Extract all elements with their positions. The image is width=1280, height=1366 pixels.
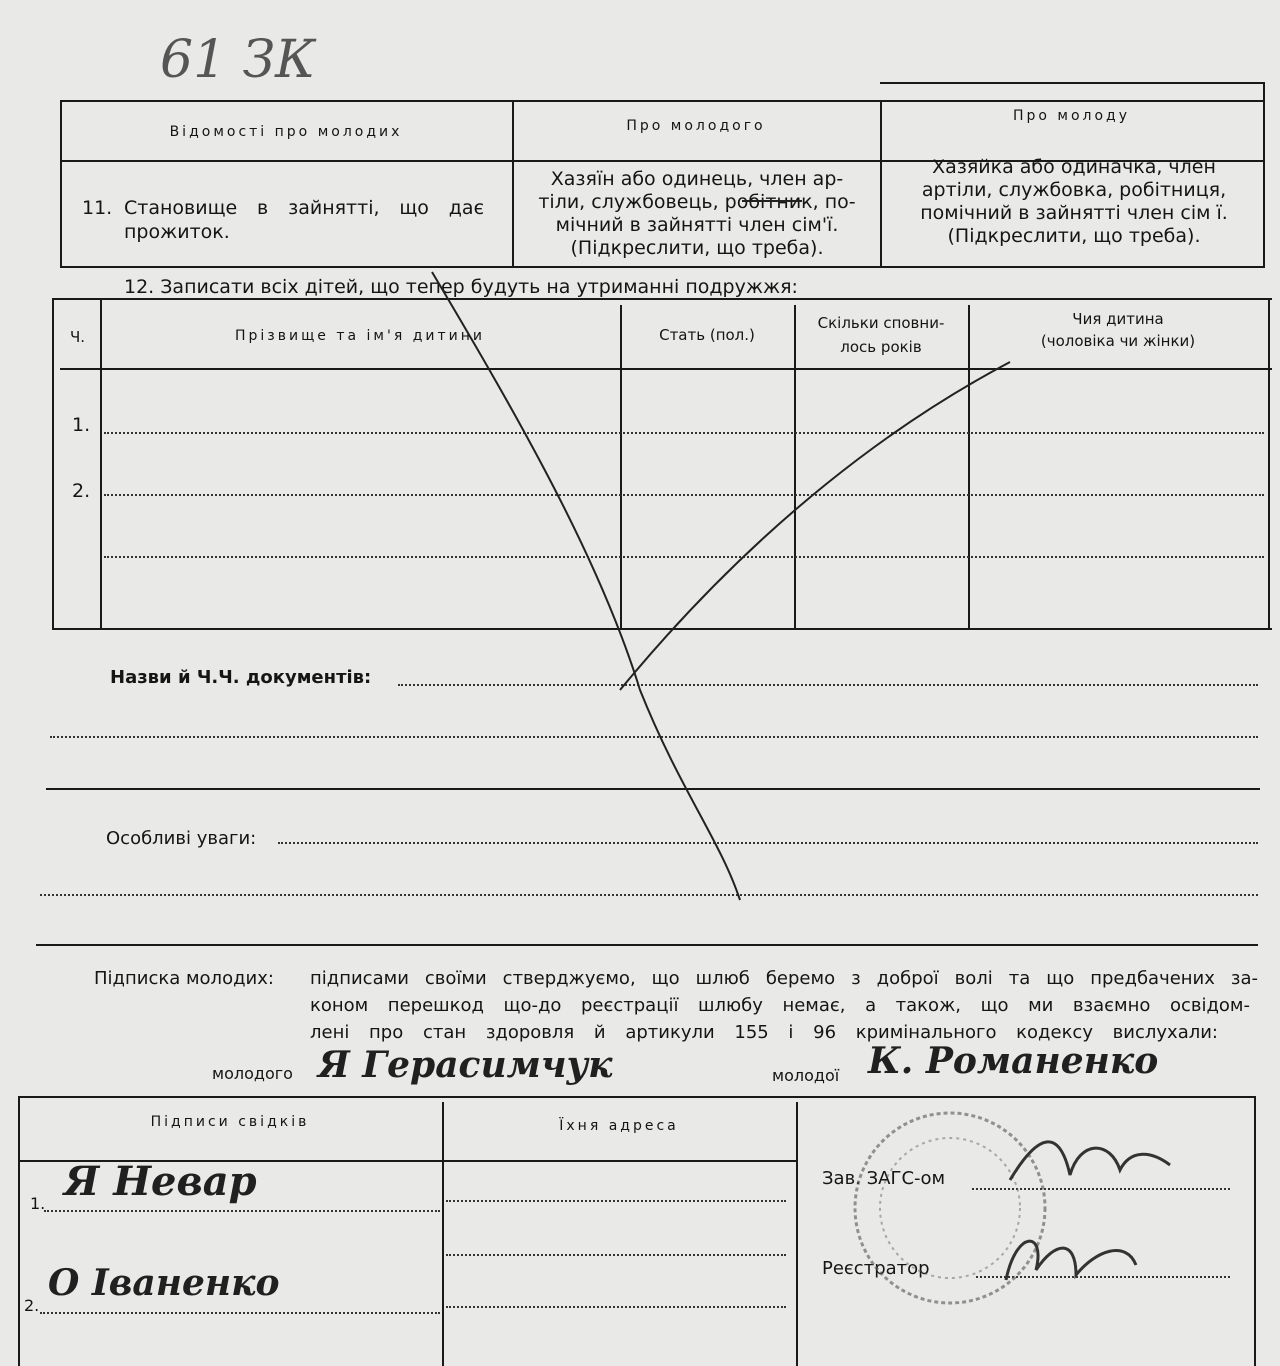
groom-option-line: тіли, службовець, робітник, по-	[538, 191, 856, 213]
remarks-field[interactable]	[278, 842, 1258, 844]
witness-signature-1: Я Невар	[64, 1158, 257, 1205]
remarks-label: Особливі уваги:	[106, 828, 257, 849]
header-child-age-line2: лось років	[840, 338, 922, 356]
witness-signature-line	[40, 1312, 440, 1314]
groom-option-line: мічний в зайнятті член сім'ї.	[555, 214, 839, 236]
documents-field[interactable]	[398, 684, 1258, 686]
declaration-line2: коном перешкод що-до реєстрації шлюбу немає, а також, що ми взаємно освідом-	[310, 995, 1250, 1016]
header-witness-address: Їхня адреса	[559, 1118, 679, 1134]
underline-mark	[742, 200, 802, 202]
groom-option-line: (Підкреслити, що треба).	[570, 237, 824, 259]
header-child-age-line1: Скільки сповни-	[817, 314, 945, 332]
declaration-line1: підписами своїми стверджуємо, що шлюб беремо з доброї волі та що предбачених за-	[310, 968, 1258, 989]
bride-option-line: Хазяйка або одиначка, член	[932, 156, 1216, 178]
witness-address-line	[446, 1306, 786, 1308]
documents-field-line2[interactable]	[50, 736, 1258, 738]
registry-head-signature	[1000, 1120, 1180, 1200]
bride-occupation-options	[892, 156, 1256, 248]
header-groom: Про молодого	[626, 118, 766, 134]
declaration-label: Підписка молодих:	[94, 968, 274, 989]
bride-signature-label: молодої	[772, 1066, 840, 1085]
groom-occupation-options	[522, 168, 872, 260]
header-child-name: Прізвище та ім'я дитини	[235, 328, 485, 344]
header-spouse-info: Відомості про молодих	[169, 124, 403, 140]
bride-option-line: артіли, службовка, робітниця,	[921, 179, 1227, 201]
witness-row-number: 1.	[30, 1194, 46, 1213]
witness-signature-line	[44, 1210, 440, 1212]
header-child-sex: Стать (пол.)	[659, 326, 755, 344]
header-witness-signatures: Підписи свідків	[150, 1114, 310, 1130]
bride-option-line: помічний в зайнятті член сім ї.	[920, 202, 1228, 224]
row-11-number: 11.	[82, 197, 113, 219]
documents-label: Назви й Ч.Ч. документів:	[110, 667, 372, 688]
page-number-mark: 61 ЗК	[160, 30, 316, 90]
declaration-line3: лені про стан здоровля й артикули 155 і 96 кримінального кодексу вислухали:	[310, 1022, 1218, 1043]
child-row-number: 2.	[72, 480, 91, 502]
child-row-number: 1.	[72, 414, 91, 436]
witness-row-number: 2.	[24, 1296, 40, 1315]
header-bride: Про молоду	[1012, 108, 1131, 124]
children-section-title: 12. Записати всіх дітей, що тепер будуть на утриманні подружжя:	[124, 276, 798, 298]
witness-address-line	[446, 1254, 786, 1256]
groom-signature-label: молодого	[212, 1064, 293, 1083]
registry-head-label: Зав. ЗАГС-ом	[822, 1168, 946, 1189]
bride-option-line: (Підкреслити, що треба).	[947, 225, 1201, 247]
registrar-signature	[996, 1210, 1146, 1300]
registrar-label: Реєстратор	[822, 1258, 930, 1279]
row-11-label-line1: Становище в зайнятті, що дає	[124, 197, 484, 219]
groom-option-line: Хазяїн або одинець, член ар-	[550, 168, 844, 190]
header-child-number: Ч.	[70, 328, 86, 346]
header-child-whose-line2: (чоловіка чи жінки)	[1040, 332, 1196, 350]
remarks-field-line2[interactable]	[40, 894, 1258, 896]
witness-address-line	[446, 1200, 786, 1202]
header-child-whose-line1: Чия дитина	[1072, 310, 1164, 328]
bride-signature: К. Романенко	[868, 1040, 1159, 1082]
witness-signature-2: О Іваненко	[48, 1262, 280, 1304]
groom-signature: Я Герасимчук	[318, 1044, 613, 1086]
row-11-label-line2: прожиток.	[124, 221, 230, 243]
